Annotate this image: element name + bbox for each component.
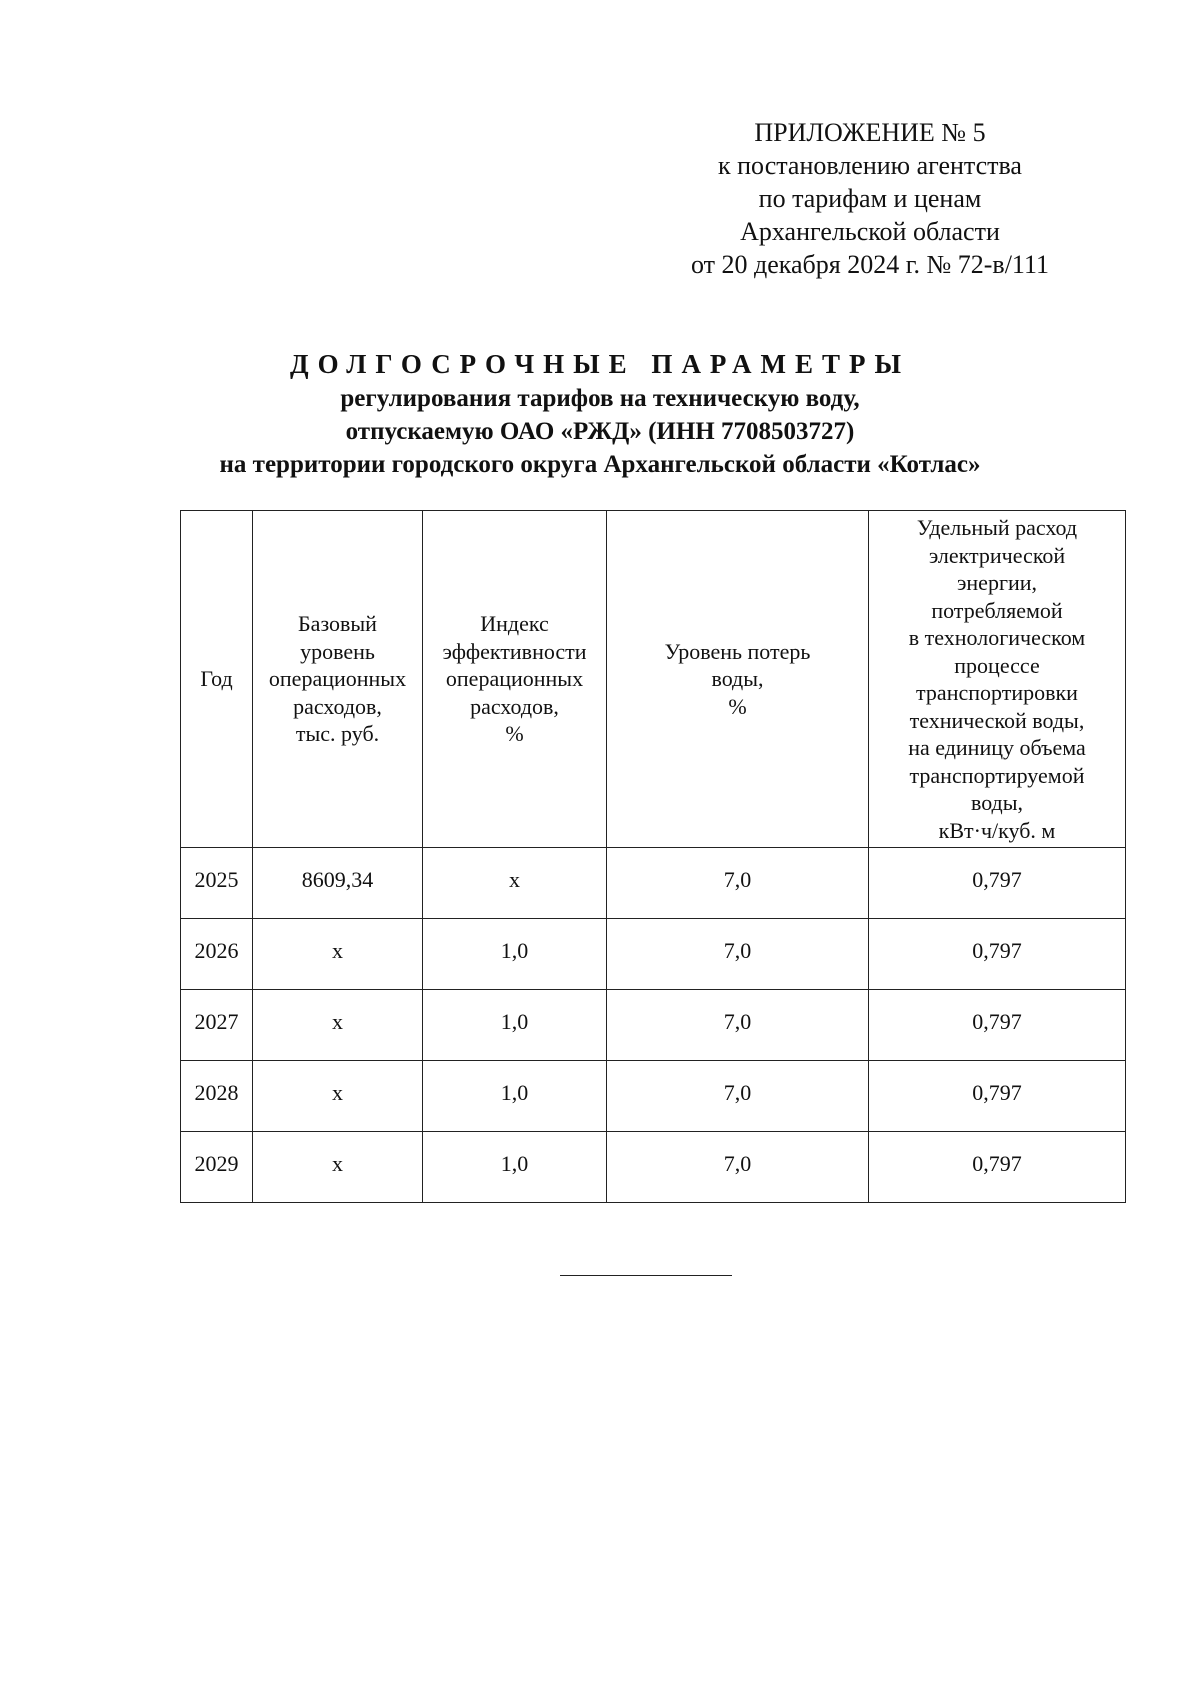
header-line: Уровень потерь: [664, 638, 811, 664]
header-water-loss: [607, 511, 869, 848]
cell-efficiency-index: 1,0: [423, 990, 607, 1061]
table-header-row: [181, 511, 1126, 848]
appendix-line: по тарифам и ценам: [758, 184, 982, 213]
cell-efficiency-index: х: [423, 848, 607, 919]
cell-energy-consumption: 0,797: [869, 919, 1126, 990]
appendix-header: [640, 116, 1100, 281]
header-line: процессе: [954, 652, 1040, 678]
header-line: энергии,: [956, 570, 1038, 595]
cell-year: 2025: [181, 848, 253, 919]
cell-year: 2026: [181, 919, 253, 990]
cell-base-opex: х: [253, 1132, 423, 1203]
cell-water-loss: 7,0: [607, 990, 869, 1061]
cell-water-loss: 7,0: [607, 1132, 869, 1203]
header-line: потребляемой: [931, 597, 1063, 623]
header-efficiency-index: [423, 511, 607, 848]
cell-base-opex: х: [253, 1061, 423, 1132]
appendix-line: Архангельской области: [740, 217, 1000, 246]
cell-energy-consumption: 0,797: [869, 848, 1126, 919]
cell-base-opex: 8609,34: [253, 848, 423, 919]
document-title: [100, 346, 1100, 481]
header-line: расходов,: [470, 693, 559, 719]
header-line: на единицу объема: [908, 735, 1086, 760]
cell-energy-consumption: 0,797: [869, 1061, 1126, 1132]
table-row: [181, 919, 1126, 990]
title-main: ДОЛГОСРОЧНЫЕ ПАРАМЕТРЫ: [290, 349, 910, 379]
header-line: расходов,: [293, 693, 382, 719]
header-year: [181, 511, 253, 848]
header-line: транспортировки: [916, 680, 1078, 705]
header-line: Год: [200, 666, 233, 692]
header-line: Базовый: [298, 611, 377, 637]
header-line: воды,: [970, 790, 1024, 815]
header-line: воды,: [711, 666, 764, 692]
header-line: %: [728, 693, 747, 719]
cell-year: 2029: [181, 1132, 253, 1203]
header-line: в технологическом: [908, 625, 1086, 650]
appendix-line: к постановлению агентства: [718, 151, 1022, 180]
cell-energy-consumption: 0,797: [869, 990, 1126, 1061]
parameters-table: [180, 510, 1126, 1203]
header-line: транспортируемой: [909, 762, 1085, 788]
header-line: тыс. руб.: [295, 721, 380, 747]
end-divider-line: [560, 1275, 732, 1276]
header-line: кВт·ч/куб. м: [938, 817, 1056, 843]
header-base-opex: [253, 511, 423, 848]
header-line: эффективности: [442, 638, 587, 664]
header-line: операционных: [268, 666, 407, 692]
cell-efficiency-index: 1,0: [423, 919, 607, 990]
appendix-number: ПРИЛОЖЕНИЕ № 5: [754, 118, 986, 147]
header-line: Удельный расход: [916, 515, 1078, 540]
header-line: %: [505, 721, 524, 747]
cell-water-loss: 7,0: [607, 848, 869, 919]
header-energy-consumption: [869, 511, 1126, 848]
table-row: [181, 990, 1126, 1061]
cell-base-opex: х: [253, 919, 423, 990]
title-subline: отпускаемую ОАО «РЖД» (ИНН 7708503727): [345, 418, 855, 445]
header-line: электрической: [928, 542, 1066, 568]
cell-water-loss: 7,0: [607, 1061, 869, 1132]
table-row: [181, 1132, 1126, 1203]
table-row: [181, 1061, 1126, 1132]
cell-water-loss: 7,0: [607, 919, 869, 990]
title-subline: регулирования тарифов на техническую воду,: [340, 385, 860, 412]
cell-efficiency-index: 1,0: [423, 1061, 607, 1132]
cell-efficiency-index: 1,0: [423, 1132, 607, 1203]
cell-year: 2027: [181, 990, 253, 1061]
cell-energy-consumption: 0,797: [869, 1132, 1126, 1203]
cell-year: 2028: [181, 1061, 253, 1132]
header-line: Индекс: [480, 611, 549, 637]
cell-base-opex: х: [253, 990, 423, 1061]
appendix-date-line: от 20 декабря 2024 г. № 72-в/111: [690, 250, 1050, 279]
header-line: технической воды,: [909, 707, 1085, 733]
header-line: операционных: [445, 666, 584, 692]
title-subline: на территории городского округа Архангельской области «Котлас»: [219, 451, 981, 478]
table-row: [181, 848, 1126, 919]
header-line: уровень: [300, 638, 375, 664]
